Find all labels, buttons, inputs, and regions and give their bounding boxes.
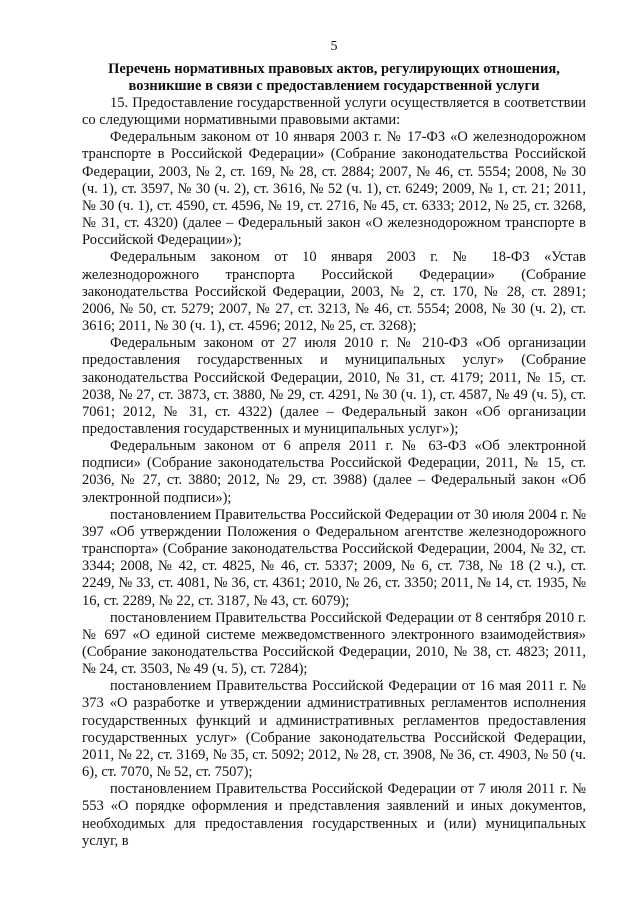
- document-page: [82, 38, 586, 850]
- paragraph-resolution-553: постановлением Правительства Российской Федерации от 7 июля 2011 г. № 553 «О порядке оформления и представления заявлений и иных документов, необходимых для предоставления государственных и (или) муниципальных услуг, в: [82, 781, 586, 849]
- paragraph-law-210fz: Федеральным законом от 27 июля 2010 г. № 210-ФЗ «Об организации предоставления государственных и муниципальных услуг» (Собрание законодательства Российской Федерации, 2010, № 31, ст. 4179; 2011, № 15, ст. 2038, № 27, ст. 3873, ст. 3880, № 29, ст. 4291, № 30 (ч. 1), ст. 4587, № 49 (ч. 5), ст. 7061; 2012, № 31, ст. 4322) (далее – Федеральный закон «Об организации предоставления государственных и муниципальных услуг»);: [82, 335, 586, 437]
- body-text: [82, 95, 586, 850]
- paragraph-resolution-397: постановлением Правительства Российской Федерации от 30 июля 2004 г. № 397 «Об утверждении Положения о Федеральном агентстве железнодорожного транспорта» (Собрание законодательства Российской Федерации, 2004, № 32, ст. 3344; 2008, № 42, ст. 4825, № 46, ст. 5337; 2009, № 6, ст. 738, № 18 (2 ч.), ст. 2249, № 33, ст. 4081, № 36, ст. 4361; 2010, № 26, ст. 3350; 2011, № 14, ст. 1935, № 16, ст. 2289, № 22, ст. 3187, № 43, ст. 6079);: [82, 506, 586, 609]
- paragraph-resolution-697: постановлением Правительства Российской Федерации от 8 сентября 2010 г. № 697 «О единой системе межведомственного электронного взаимодействия» (Собрание законодательства Российской Федерации, 2010, № 38, ст. 4823; 2011, № 24, ст. 3503, № 49 (ч. 5), ст. 7284);: [82, 609, 586, 678]
- section-heading-line-1: Перечень нормативных правовых актов, регулирующих отношения,: [108, 61, 560, 77]
- section-heading-line-2: возникшие в связи с предоставлением государственной услуги: [128, 78, 540, 94]
- paragraph-law-63fz: Федеральным законом от 6 апреля 2011 г. № 63-ФЗ «Об электронной подписи» (Собрание законодательства Российской Федерации, 2011, № 15, ст. 2036, № 27, ст. 3880; 2012, № 29, ст. 3988) (далее – Федеральный закон «Об электронной подписи»);: [82, 438, 586, 506]
- paragraph-law-18fz: Федеральным законом от 10 января 2003 г. № 18-ФЗ «Устав железнодорожного транспорта Российской Федерации» (Собрание законодательства Российской Федерации, 2003, № 2, ст. 170, № 28, ст. 2891; 2006, № 50, ст. 5279; 2007, № 27, ст. 3213, № 46, ст. 5554; 2008, № 30 (ч. 2), ст. 3616; 2011, № 30 (ч. 1), ст. 4596; 2012, № 25, ст. 3268);: [82, 249, 586, 335]
- page-number: 5: [330, 39, 338, 54]
- section-heading: [82, 61, 586, 95]
- paragraph-law-17fz: Федеральным законом от 10 января 2003 г. № 17-ФЗ «О железнодорожном транспорте в Российской Федерации» (Собрание законодательства Российской Федерации, 2003, № 2, ст. 169, № 28, ст. 2884; 2007, № 46, ст. 5554; 2008, № 30 (ч. 1), ст. 3597, № 30 (ч. 2), ст. 3616, № 52 (ч. 1), ст. 6249; 2009, № 1, ст. 21; 2011, № 30 (ч. 1), ст. 4590, ст. 4596, № 19, ст. 2716, № 45, ст. 6333; 2012, № 25, ст. 3268, № 31, ст. 4320) (далее – Федеральный закон «О железнодорожном транспорте в Российской Федерации»);: [82, 129, 586, 249]
- paragraph-intro: 15. Предоставление государственной услуги осуществляется в соответствии со следующими нормативными правовыми актами:: [82, 95, 586, 129]
- paragraph-resolution-373: постановлением Правительства Российской Федерации от 16 мая 2011 г. № 373 «О разработке и утверждении административных регламентов исполнения государственных функций и административных регламентов предоставления государственных услуг» (Собрание законодательства Российской Федерации, 2011, № 22, ст. 3169, № 35, ст. 5092; 2012, № 28, ст. 3908, № 36, ст. 4903, № 50 (ч. 6), ст. 7070, № 52, ст. 7507);: [82, 678, 586, 781]
